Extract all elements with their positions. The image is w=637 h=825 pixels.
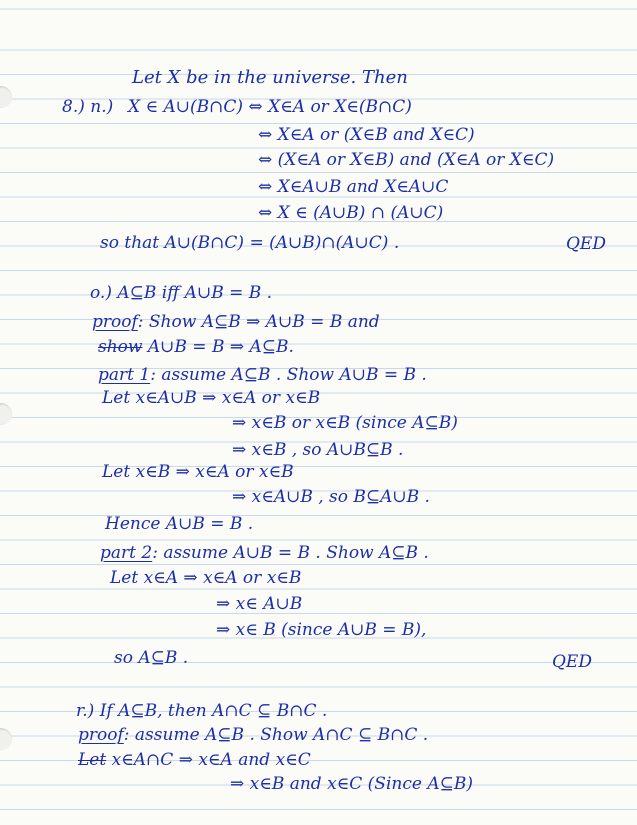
r-statement: r.) If A⊆B, then A∩C ⊆ B∩C .	[76, 701, 328, 721]
o-part1-header	[98, 365, 427, 385]
o-proof-label: proof	[92, 312, 138, 332]
o-part1-line-4: Let x∈B ⇒ x∈A or x∈B	[102, 462, 294, 482]
o-statement: o.) A⊆B iff A∪B = B .	[90, 283, 273, 303]
label-8n: 8.) n.)	[62, 97, 114, 117]
o-part2-header	[100, 543, 429, 563]
8n-conclusion: so that A∪(B∩C) = (A∪B)∩(A∪C) .	[100, 233, 400, 253]
o-part1-line-3: ⇒ x∈B , so A∪B⊆B .	[232, 440, 404, 460]
o-qed: QED	[552, 652, 592, 672]
8n-qed: QED	[566, 234, 606, 254]
8n-line-2: ⇔ X∈A or (X∈B and X∈C)	[258, 125, 475, 145]
o-proof-line-2-text: A∪B = B ⇒ A⊆B.	[142, 337, 294, 357]
8n-line-1: X ∈ A∪(B∩C) ⇔ X∈A or X∈(B∩C)	[128, 97, 412, 117]
o-part2-line-3: ⇒ x∈ B (since A∪B = B),	[216, 620, 427, 640]
r-proof-header-text: : assume A⊆B . Show A∩C ⊆ B∩C .	[123, 725, 429, 745]
o-part2-header-text: : assume A∪B = B . Show A⊆B .	[152, 543, 429, 563]
o-hence: Hence A∪B = B .	[105, 514, 254, 534]
binder-hole-middle	[0, 403, 12, 425]
8n-line-3: ⇔ (X∈A or X∈B) and (X∈A or X∈C)	[258, 150, 555, 170]
o-part1-line-2: ⇒ x∈B or x∈B (since A⊆B)	[232, 413, 458, 433]
o-proof-line-1	[92, 312, 380, 332]
o-part1-label: part 1	[98, 365, 151, 385]
r-line-2: ⇒ x∈B and x∈C (Since A⊆B)	[230, 774, 473, 794]
intro-line: Let X be in the universe. Then	[132, 67, 408, 88]
8n-line-5: ⇔ X ∈ (A∪B) ∩ (A∪C)	[258, 203, 444, 223]
r-proof-label: proof	[78, 725, 124, 745]
r-line-1-text: x∈A∩C ⇒ x∈A and x∈C	[106, 750, 311, 770]
o-part2-label: part 2	[100, 543, 153, 563]
o-part1-header-text: : assume A⊆B . Show A∪B = B .	[150, 365, 427, 385]
o-part1-line-1: Let x∈A∪B ⇒ x∈A or x∈B	[102, 388, 321, 408]
r-proof-header	[78, 725, 428, 745]
o-proof-text: : Show A⊆B ⇒ A∪B = B and	[137, 312, 380, 332]
r-let-word: Let	[78, 750, 107, 770]
o-proof-line-2	[98, 337, 294, 357]
binder-hole-bottom	[0, 728, 12, 750]
o-part1-line-5: ⇒ x∈A∪B , so B⊆A∪B .	[232, 487, 430, 507]
8n-line-4: ⇔ X∈A∪B and X∈A∪C	[258, 177, 449, 197]
o-part2-line-1: Let x∈A ⇒ x∈A or x∈B	[110, 568, 302, 588]
r-line-1	[78, 750, 311, 770]
o-conclusion: so A⊆B .	[114, 648, 189, 668]
binder-hole-top	[0, 86, 12, 108]
o-part2-line-2: ⇒ x∈ A∪B	[216, 594, 303, 614]
o-show-word: show	[98, 337, 143, 357]
